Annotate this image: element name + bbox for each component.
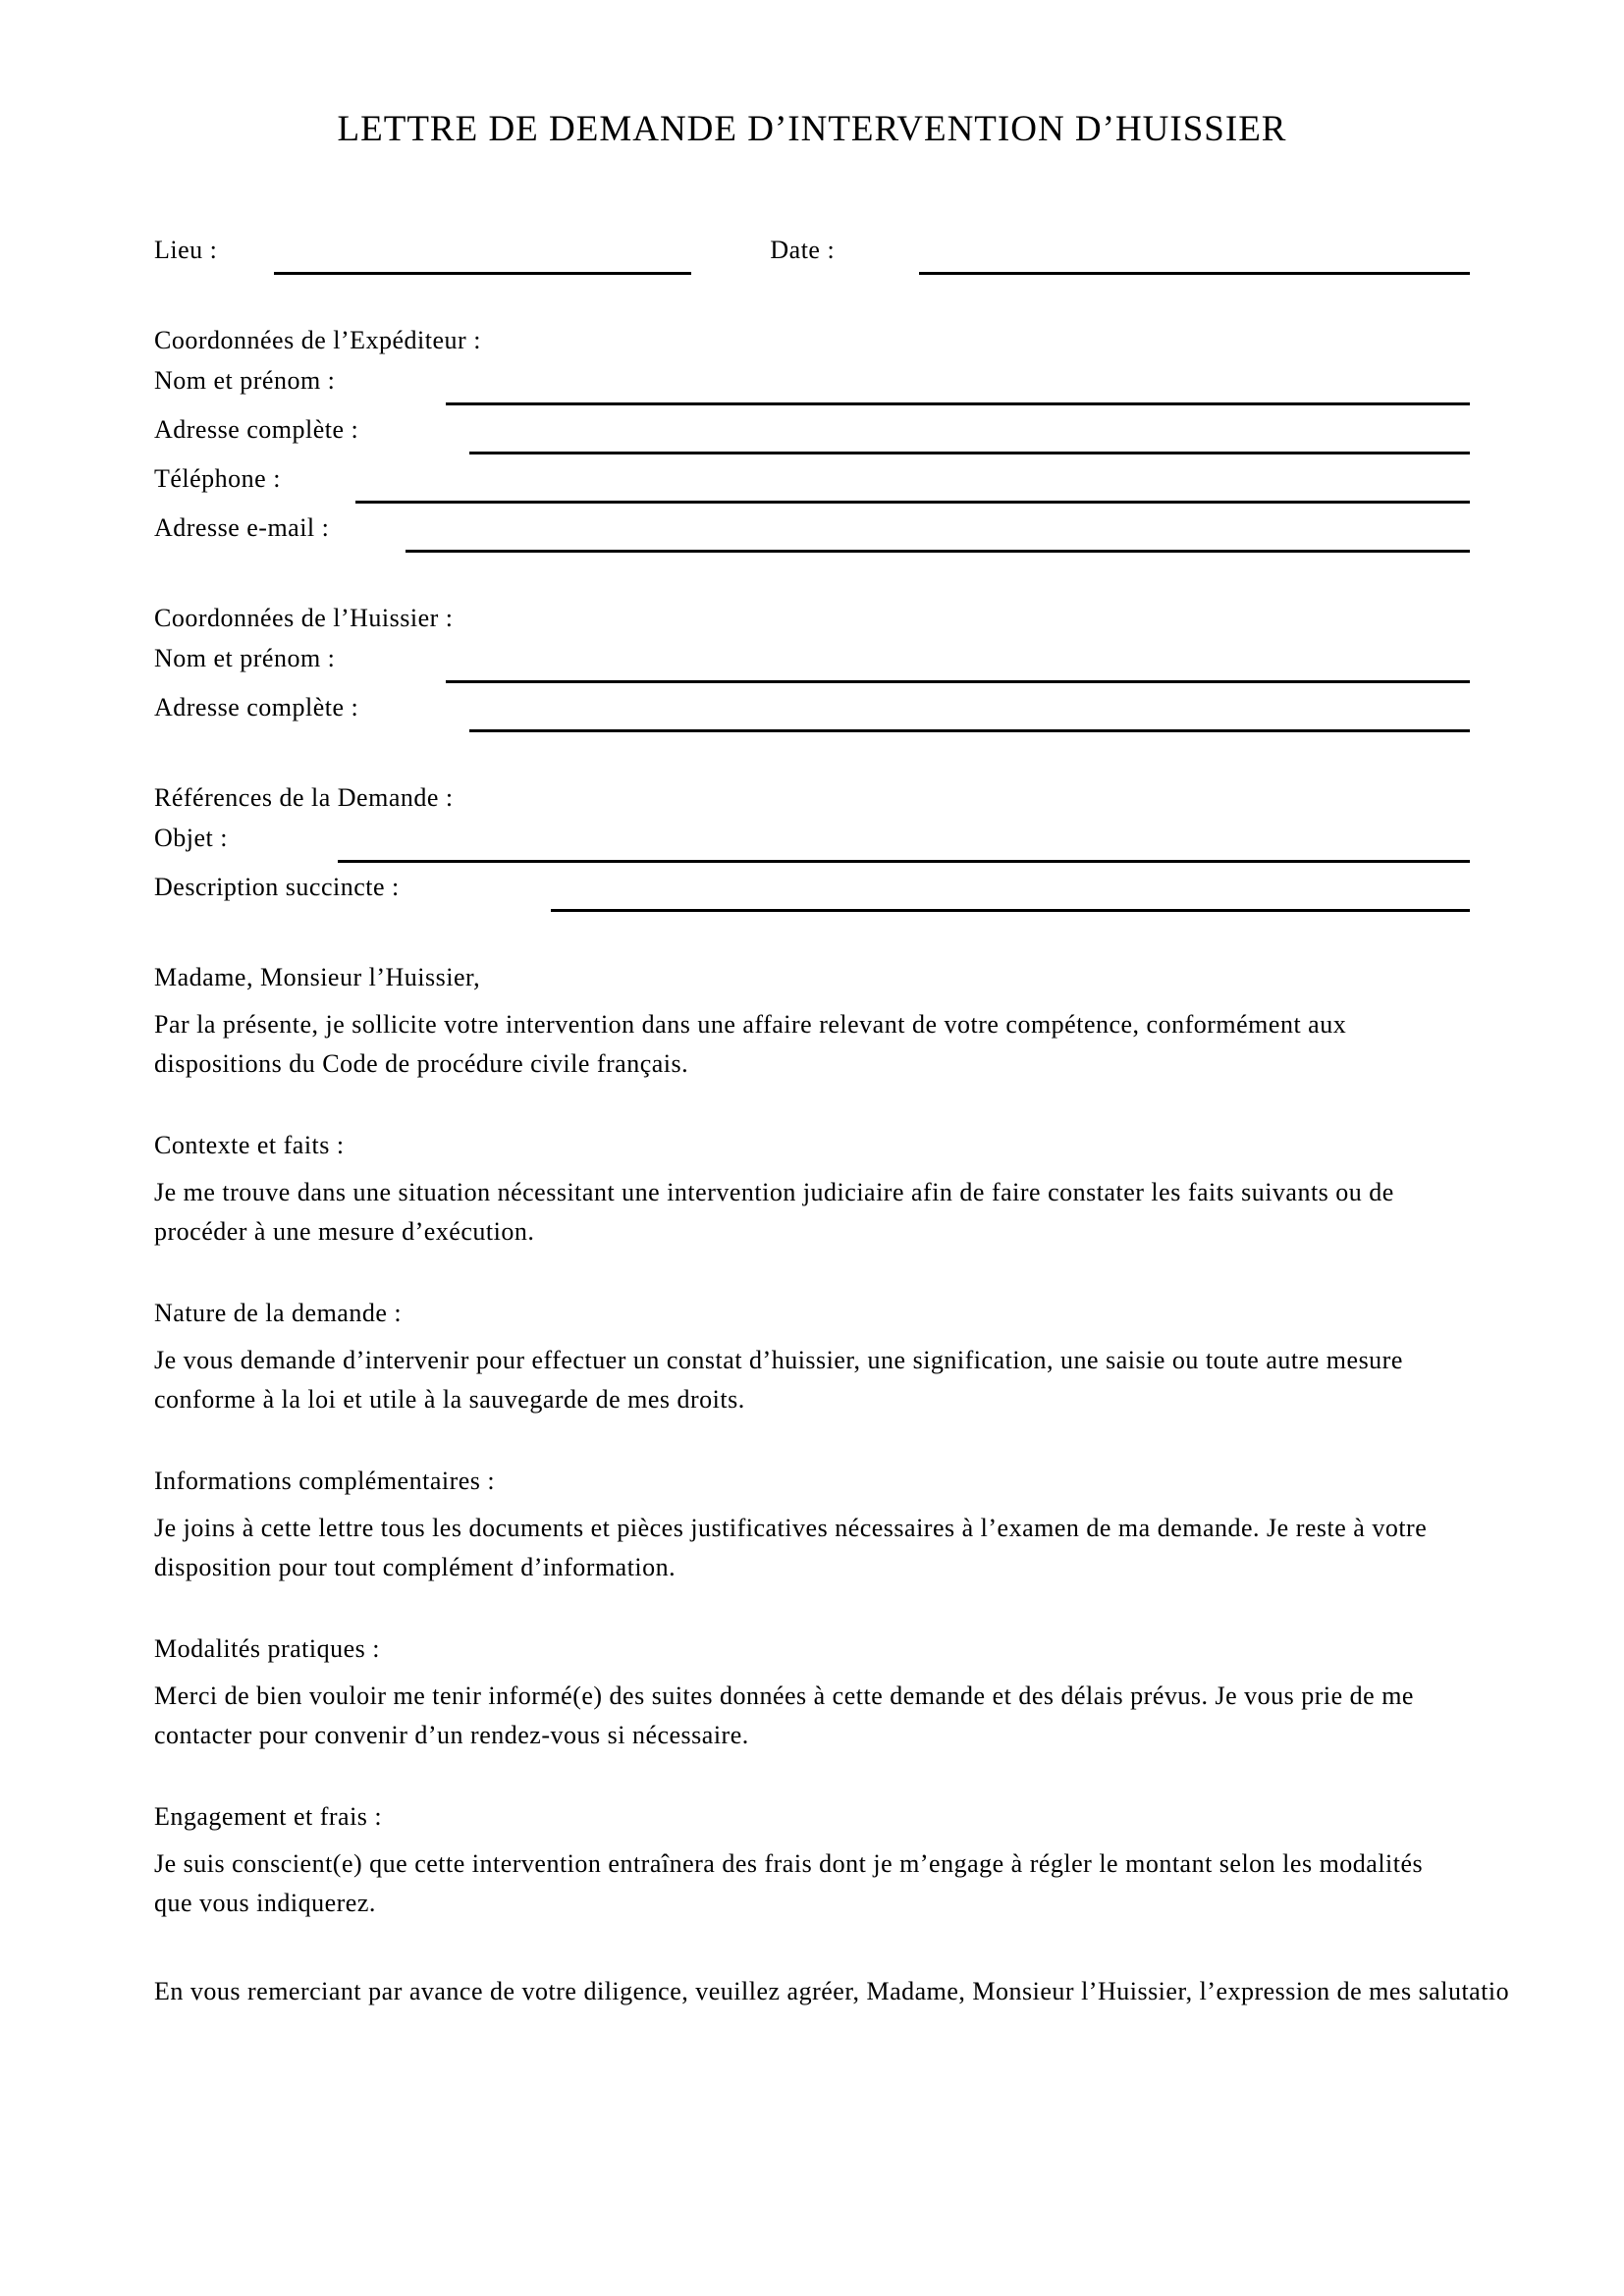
section-nature — [154, 1294, 1470, 1419]
references-description-row — [154, 867, 1470, 916]
section-engagement — [154, 1797, 1470, 1923]
engagement-heading: Engagement et frais : — [154, 1802, 383, 1831]
intro-paragraph-line: Par la présente, je sollicite votre intervention dans une affaire relevant de votre compétence, conformément aux — [154, 1010, 1347, 1039]
contexte-paragraph-line: procéder à une mesure d’exécution. — [154, 1217, 535, 1246]
letter-title: LETTRE DE DEMANDE D’INTERVENTION D’HUISSIER — [337, 109, 1287, 149]
section-contexte — [154, 1126, 1470, 1252]
huissier-adresse-row — [154, 687, 1470, 736]
section-references — [154, 778, 1470, 916]
expediteur-nom-blank-line — [446, 402, 1470, 405]
lieu-date-row — [154, 230, 1470, 279]
expediteur-nom-label: Nom et prénom : — [154, 366, 336, 395]
expediteur-email-blank-line — [406, 550, 1470, 553]
contexte-heading: Contexte et faits : — [154, 1131, 345, 1159]
expediteur-telephone-row — [154, 458, 1470, 507]
informations-paragraph-line: disposition pour tout complément d’information. — [154, 1553, 677, 1581]
references-objet-blank-line — [338, 860, 1470, 863]
section-intro — [154, 958, 1470, 1084]
nature-paragraph-line: Je vous demande d’intervenir pour effectuer un constat d’huissier, une signification, une saisie ou toute autre mesure — [154, 1346, 1403, 1374]
nature-heading: Nature de la demande : — [154, 1299, 403, 1327]
date-blank-line — [919, 272, 1470, 275]
references-heading: Références de la Demande : — [154, 783, 454, 812]
references-description-label: Description succincte : — [154, 873, 400, 901]
lieu-blank-line — [274, 272, 691, 275]
expediteur-adresse-blank-line — [469, 452, 1470, 454]
closing-line: En vous remerciant par avance de votre diligence, veuillez agréer, Madame, Monsieur l’Huissier, l’expression de mes salutatio — [154, 1977, 1510, 2005]
informations-heading: Informations complémentaires : — [154, 1467, 496, 1495]
modalites-paragraph-line: contacter pour convenir d’un rendez-vous si nécessaire. — [154, 1721, 749, 1749]
references-description-blank-line — [551, 909, 1470, 912]
expediteur-email-label: Adresse e-mail : — [154, 513, 330, 542]
modalites-paragraph-line: Merci de bien vouloir me tenir informé(e) des suites données à cette demande et des délais prévus. Je vous prie de me — [154, 1682, 1414, 1710]
intro-paragraph-line: dispositions du Code de procédure civile français. — [154, 1049, 689, 1078]
references-objet-row — [154, 818, 1470, 867]
section-informations — [154, 1462, 1470, 1587]
engagement-paragraph-line: Je suis conscient(e) que cette intervention entraînera des frais dont je m’engage à régler le montant selon les modalités — [154, 1849, 1424, 1878]
modalites-heading: Modalités pratiques : — [154, 1634, 381, 1663]
huissier-nom-label: Nom et prénom : — [154, 644, 336, 672]
section-modalites — [154, 1629, 1470, 1755]
expediteur-telephone-blank-line — [355, 501, 1470, 504]
expediteur-nom-row — [154, 360, 1470, 409]
engagement-paragraph-line: que vous indiquerez. — [154, 1889, 376, 1917]
section-huissier — [154, 599, 1470, 736]
expediteur-email-row — [154, 507, 1470, 557]
contexte-paragraph-line: Je me trouve dans une situation nécessitant une intervention judiciaire afin de faire constater les faits suivants ou de — [154, 1178, 1394, 1206]
huissier-heading: Coordonnées de l’Huissier : — [154, 604, 454, 632]
expediteur-telephone-label: Téléphone : — [154, 464, 281, 493]
section-expediteur — [154, 321, 1470, 557]
expediteur-adresse-label: Adresse complète : — [154, 415, 359, 444]
salutation-line: Madame, Monsieur l’Huissier, — [154, 963, 481, 991]
lieu-label: Lieu : — [154, 236, 218, 264]
huissier-adresse-blank-line — [469, 729, 1470, 732]
huissier-nom-row — [154, 638, 1470, 687]
huissier-nom-blank-line — [446, 680, 1470, 683]
expediteur-heading: Coordonnées de l’Expéditeur : — [154, 326, 481, 354]
date-label: Date : — [770, 236, 836, 264]
nature-paragraph-line: conforme à la loi et utile à la sauvegarde de mes droits. — [154, 1385, 745, 1414]
references-objet-label: Objet : — [154, 824, 228, 852]
informations-paragraph-line: Je joins à cette lettre tous les documents et pièces justificatives nécessaires à l’examen de ma demande. Je reste à votre — [154, 1514, 1428, 1542]
expediteur-adresse-row — [154, 409, 1470, 458]
huissier-adresse-label: Adresse complète : — [154, 693, 359, 721]
